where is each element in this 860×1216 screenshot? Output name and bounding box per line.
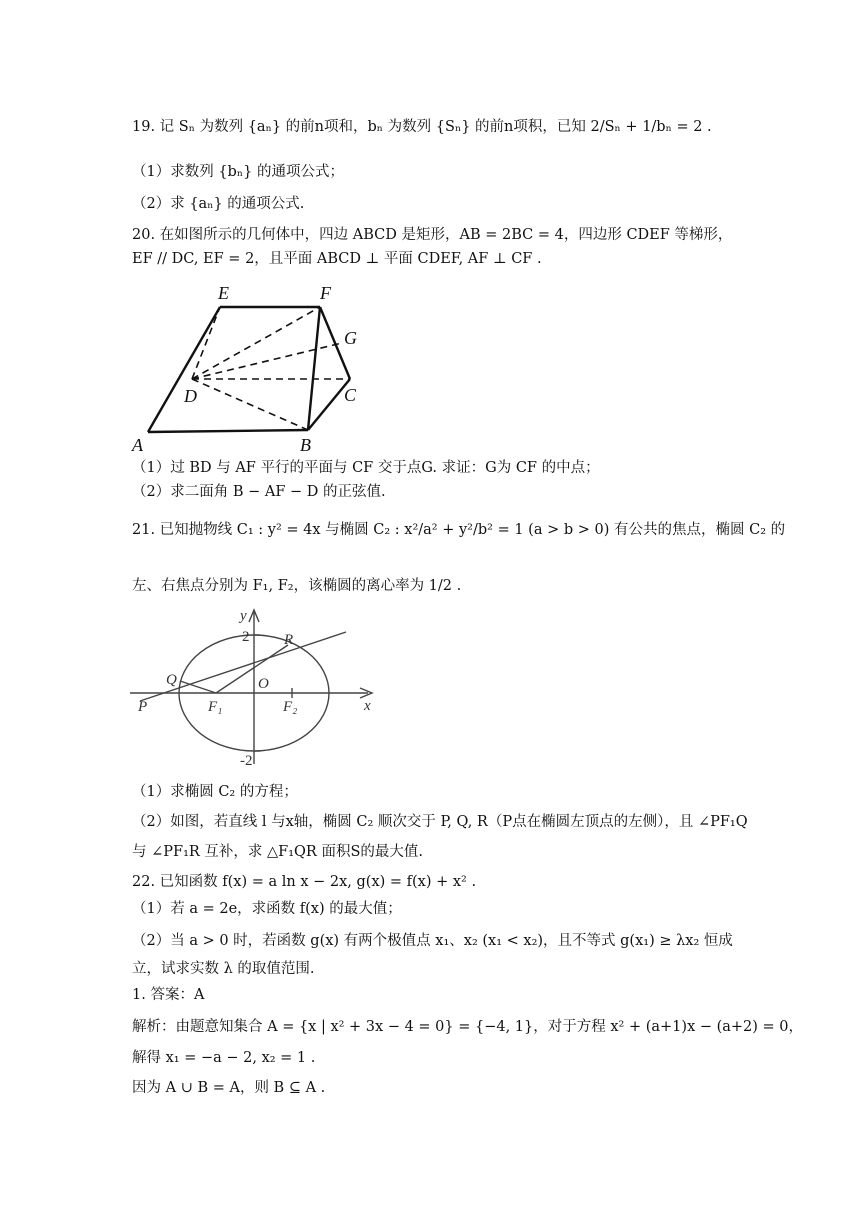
q21-ellipse-figure bbox=[128, 600, 378, 770]
label-G: G bbox=[344, 328, 357, 348]
label-D: D bbox=[184, 386, 197, 406]
q20-part2: （2）求二面角 B − AF − D 的正弦值. bbox=[132, 484, 386, 500]
segment-F1Q bbox=[180, 681, 216, 693]
edge-AB bbox=[148, 430, 308, 432]
label-E: E bbox=[218, 283, 229, 303]
q22-part2-line1: （2）当 a > 0 时，若函数 g(x) 有两个极值点 x₁、x₂ (x₁ < x₂)，且不等式 g(x₁) ≥ λx₂ 恒成 bbox=[132, 933, 733, 949]
edge-DE bbox=[192, 307, 220, 379]
q21-part1: （1）求椭圆 C₂ 的方程； bbox=[132, 784, 298, 800]
label-F2: F₂ bbox=[283, 699, 298, 715]
q22-part2-line2: 立，试求实数 λ 的取值范围. bbox=[132, 961, 315, 977]
q20-stem-line1: 20. 在如图所示的几何体中，四边 ABCD 是矩形，AB = 2BC = 4，四边形 CDEF 等梯形， bbox=[132, 227, 733, 243]
edge-FB bbox=[308, 307, 320, 430]
q22-stem: 22. 已知函数 f(x) = a ln x − 2x, g(x) = f(x) + x² . bbox=[132, 874, 477, 890]
label-B: B bbox=[300, 435, 311, 455]
q20-part1: （1）过 BD 与 AF 平行的平面与 CF 交于点G. 求证：G为 CF 的中点； bbox=[132, 460, 600, 476]
label-Q: Q bbox=[166, 672, 177, 688]
label-F: F bbox=[320, 283, 331, 303]
label-P: P bbox=[138, 699, 148, 715]
label-neg2: -2 bbox=[240, 753, 253, 769]
q21-stem-line2: 左、右焦点分别为 F₁, F₂，该椭圆的离心率为 1/2 . bbox=[132, 578, 462, 594]
label-F1: F₁ bbox=[208, 699, 223, 715]
q22-part1: （1）若 a = 2e，求函数 f(x) 的最大值； bbox=[132, 901, 402, 917]
label-A: A bbox=[132, 435, 143, 455]
edge-DF bbox=[192, 307, 320, 379]
q21-part2-line2: 与 ∠PF₁R 互补，求 △F₁QR 面积S的最大值. bbox=[132, 844, 424, 860]
answer-1-heading: 1. 答案：A bbox=[132, 987, 205, 1003]
q20-stem-line2: EF // DC, EF = 2，且平面 ABCD ⊥ 平面 CDEF, AF ⊥ CF . bbox=[132, 251, 542, 267]
answer-1-line3: 因为 A ∪ B = A，则 B ⊆ A . bbox=[132, 1080, 326, 1096]
q21-stem-line1: 21. 已知抛物线 C₁ : y² = 4x 与椭圆 C₂ : x²/a² + y²/b² = 1 (a > b > 0) 有公共的焦点，椭圆 C₂ 的 bbox=[132, 522, 786, 538]
edge-DG bbox=[192, 343, 342, 379]
label-x: x bbox=[364, 698, 371, 714]
label-R: R bbox=[284, 632, 294, 648]
label-O: O bbox=[258, 676, 269, 692]
label-C: C bbox=[344, 385, 357, 405]
q19-part2: （2）求 {aₙ} 的通项公式. bbox=[132, 196, 305, 212]
answer-1-line1: 解析：由题意知集合 A = {x | x² + 3x − 4 = 0} = {−4, 1}，对于方程 x² + (a+1)x − (a+2) = 0， bbox=[132, 1019, 804, 1035]
edge-AE bbox=[148, 307, 220, 432]
label-2: 2 bbox=[242, 629, 250, 645]
q19-part1: （1）求数列 {bₙ} 的通项公式； bbox=[132, 164, 344, 180]
q19-stem: 19. 记 Sₙ 为数列 {aₙ} 的前n项和，bₙ 为数列 {Sₙ} 的前n项积，已知 2/Sₙ + 1/bₙ = 2 . bbox=[132, 119, 712, 135]
q21-part2-line1: （2）如图，若直线 l 与x轴，椭圆 C₂ 顺次交于 P, Q, R（P点在椭圆左顶点的左侧），且 ∠PF₁Q bbox=[132, 814, 748, 830]
label-y: y bbox=[240, 608, 247, 624]
answer-1-line2: 解得 x₁ = −a − 2, x₂ = 1 . bbox=[132, 1050, 316, 1066]
q20-geometry-figure bbox=[128, 278, 378, 456]
edge-DB bbox=[192, 379, 308, 430]
segment-F1R bbox=[216, 645, 288, 693]
